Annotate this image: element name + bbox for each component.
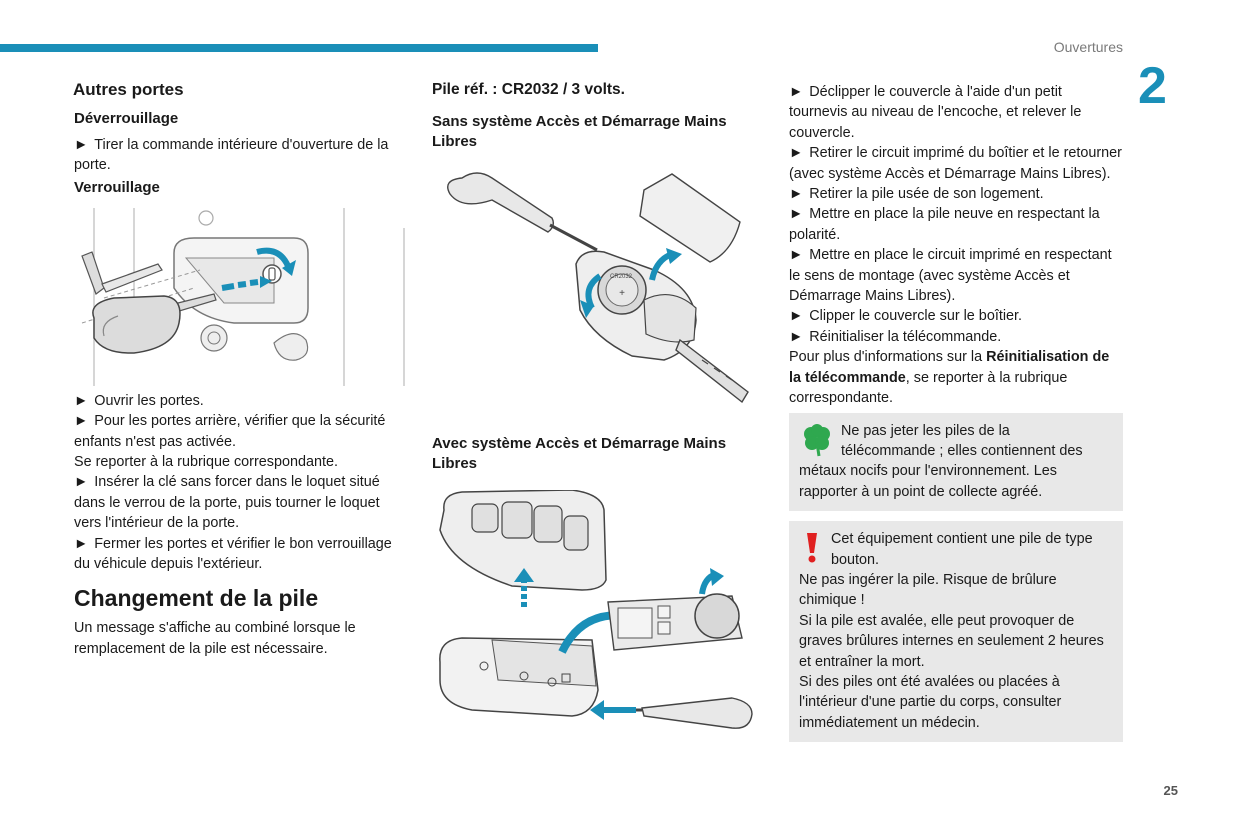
with-system-heading: Avec système Accès et Démarrage Mains Libres	[432, 435, 727, 472]
warning-ingest: Ne pas ingérer la pile. Risque de brûlure chimique !	[799, 571, 1057, 609]
step-insert-battery: ► Mettre en place la pile neuve en respectant la polarité.	[789, 206, 1100, 243]
without-system-heading: Sans système Accès et Démarrage Mains Libres	[432, 113, 727, 150]
warning-line-2: bouton.	[831, 551, 880, 568]
section-title: Ouvertures	[1053, 39, 1123, 55]
see-section-text: Se reporter à la rubrique correspondante.	[74, 454, 338, 471]
page-number: 25	[1163, 783, 1178, 798]
lock-step-1: ► Ouvrir les portes.	[74, 392, 204, 409]
door-lock-illustration	[74, 208, 408, 386]
battery-reference: Pile réf. : CR2032 / 3 volts.	[432, 81, 625, 98]
warning-line-1: Cet équipement contient une pile de type	[831, 531, 1093, 548]
column-middle	[432, 80, 762, 750]
reinitialization-link-text: Réinitialisation de la télécommande	[789, 349, 1110, 386]
column-left	[74, 80, 410, 659]
step-remove-circuit: ► Retirer le circuit imprimé du boîtier et le retourner (avec système Accès et Démarrage Mains Libres).	[789, 145, 1122, 182]
warning-consult-doctor: Si des piles ont été avalées ou placées à l'intérieur d'une partie du corps, consulter immédiatement un médecin.	[799, 673, 1062, 731]
unlock-step: ► Tirer la commande intérieure d'ouverture de la porte.	[74, 137, 389, 174]
lock-step-2: ► Pour les portes arrière, vérifier que la sécurité enfants n'est pas activée.	[74, 413, 386, 450]
step-clip-cover: ► Clipper le couvercle sur le boîtier.	[789, 308, 1023, 325]
battery-marking: CR2032	[610, 274, 633, 280]
lock-heading: Verrouillage	[74, 178, 160, 196]
other-doors-heading: Autres portes	[73, 80, 184, 99]
keyless-fob-illustration	[432, 490, 762, 750]
warning-exclamation-icon	[804, 531, 820, 563]
column-right	[789, 82, 1123, 742]
step-unclip-cover: ► Déclipper le couvercle à l'aide d'un petit tournevis au niveau de l'encoche, et relever le couvercle.	[789, 84, 1082, 141]
svg-text:+: +	[619, 288, 625, 299]
unlock-heading: Déverrouillage	[74, 110, 179, 127]
lock-step-3: ► Insérer la clé sans forcer dans le loquet situé dans le verrou de la porte, puis tourner le loquet vers l'intérieur de la porte.	[74, 474, 380, 532]
more-info-text: Pour plus d'informations sur la Réinitialisation de la télécommande, se reporter à la rubrique correspondante.	[789, 349, 1110, 407]
eco-note	[789, 413, 1123, 512]
step-reinitialize: ► Réinitialiser la télécommande.	[789, 328, 1002, 345]
header-accent-bar	[0, 44, 598, 52]
eco-note-body: télécommande ; elles contiennent des métaux nocifs pour l'environnement. Les rapporter à un point de collecte agréé.	[799, 442, 1083, 500]
lock-step-4: ► Fermer les portes et vérifier le bon verrouillage du véhicule depuis l'extérieur.	[74, 535, 392, 573]
battery-change-text: Un message s'affiche au combiné lorsque le remplacement de la pile est nécessaire.	[74, 620, 356, 657]
key-battery-illustration	[432, 170, 762, 420]
chapter-number: 2	[1138, 57, 1167, 115]
step-replace-circuit: ► Mettre en place le circuit imprimé en respectant le sens de montage (avec système Accès et Démarrage Mains Libres).	[789, 247, 1112, 305]
warning-note	[789, 521, 1123, 742]
battery-change-heading: Changement de la pile	[74, 585, 319, 612]
warning-swallowed: Si la pile est avalée, elle peut provoquer de graves brûlures internes en seulement 2 heures et entraîner la mort.	[799, 612, 1104, 670]
clover-icon	[802, 423, 832, 457]
eco-note-line-1: Ne pas jeter les piles de la	[841, 422, 1010, 439]
step-remove-battery: ► Retirer la pile usée de son logement.	[789, 186, 1044, 203]
